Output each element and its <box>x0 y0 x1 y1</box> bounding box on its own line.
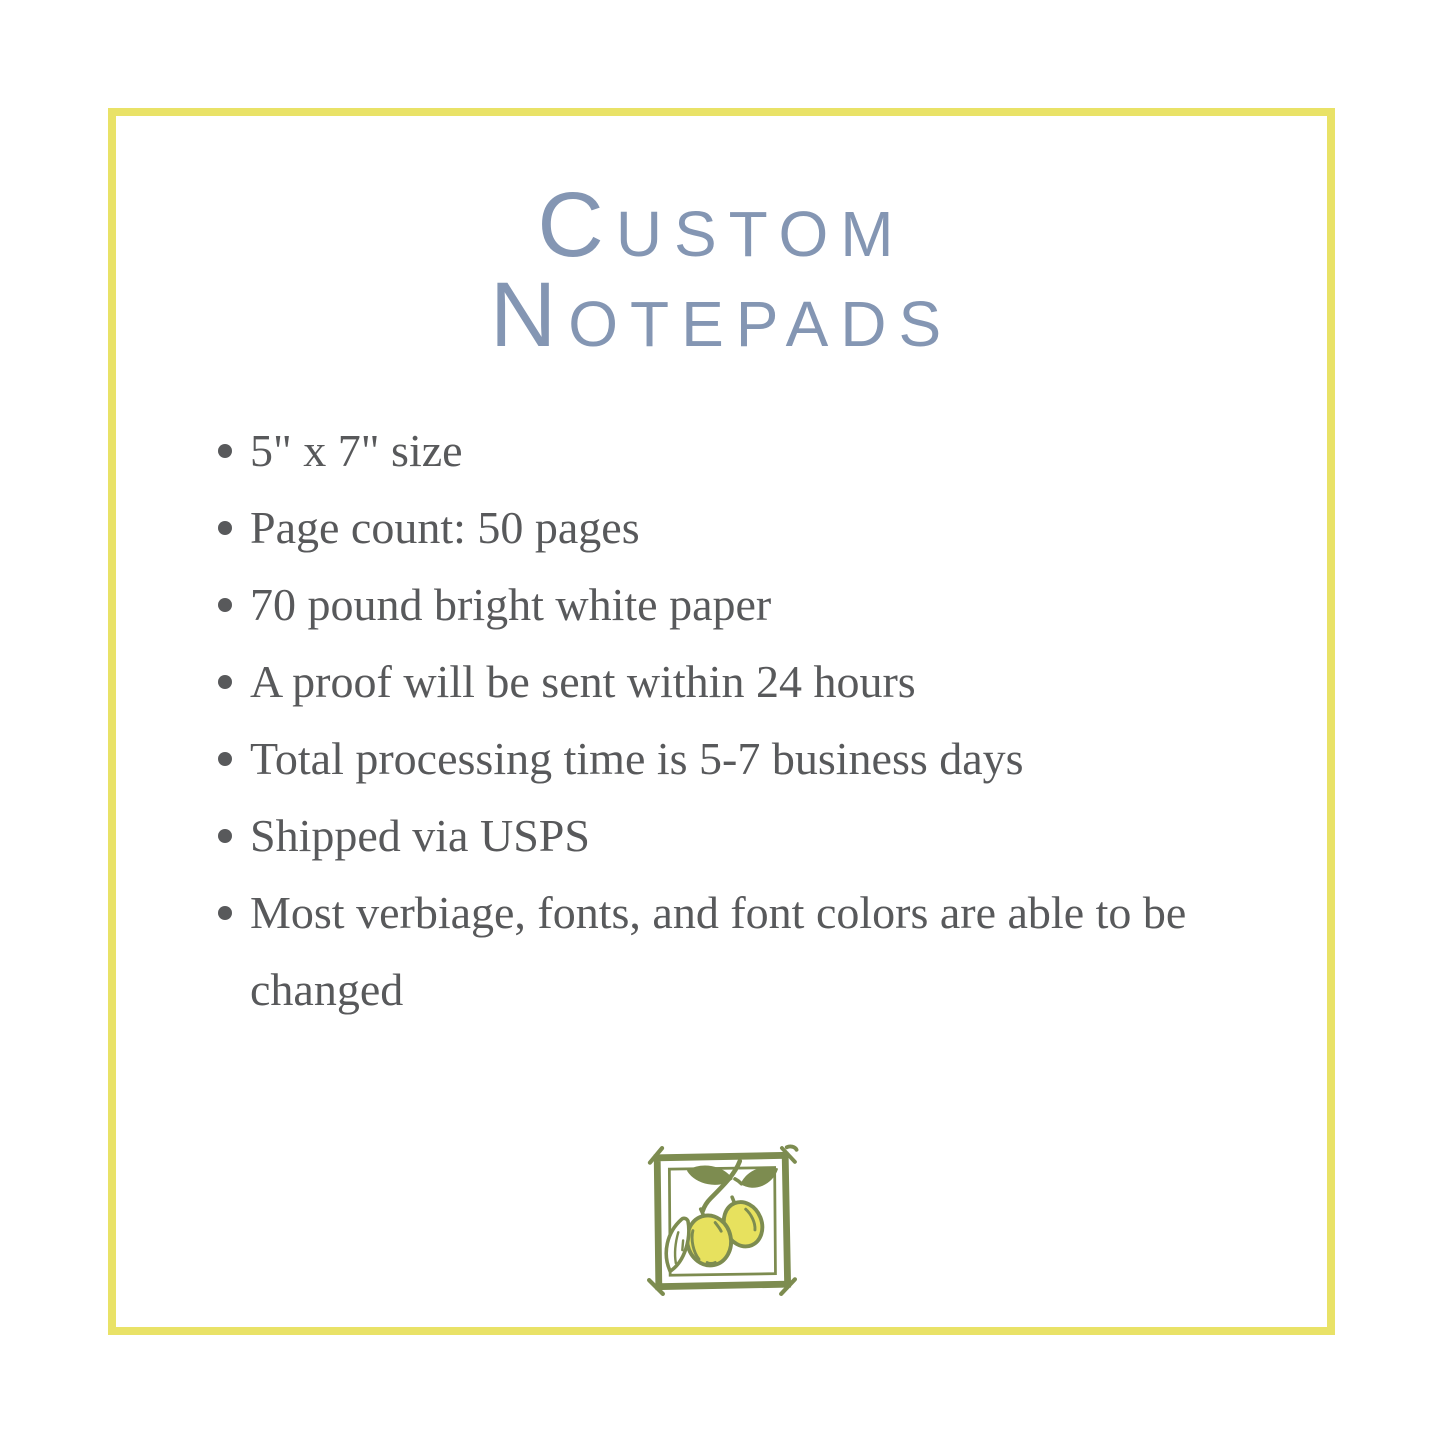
list-item-text: Most verbiage, fonts, and font colors are able to be changed <box>250 887 1187 1015</box>
list-item <box>218 643 1305 720</box>
bullet-dot-icon <box>218 444 232 458</box>
title-line-1: Custom <box>537 174 906 276</box>
list-item <box>218 489 1305 566</box>
list-item <box>218 412 1305 489</box>
list-item-text: 5" x 7" size <box>250 425 463 476</box>
bullet-dot-icon <box>218 598 232 612</box>
bullet-dot-icon <box>218 829 232 843</box>
bullet-dot-icon <box>218 752 232 766</box>
list-item-text: 70 pound bright white paper <box>250 579 772 630</box>
list-item-text: Page count: 50 pages <box>250 502 640 553</box>
bullet-dot-icon <box>218 521 232 535</box>
list-item <box>218 874 1305 1028</box>
page-title <box>116 174 1327 366</box>
title-line-2: Notepads <box>489 264 954 366</box>
bullet-dot-icon <box>218 675 232 689</box>
list-item <box>218 566 1305 643</box>
card-border <box>108 108 1335 1335</box>
bullet-dot-icon <box>218 906 232 920</box>
lemon-branch-icon <box>641 1140 803 1302</box>
list-item-text: Total processing time is 5-7 business days <box>250 733 1024 784</box>
list-item-text: Shipped via USPS <box>250 810 590 861</box>
list-item <box>218 797 1305 874</box>
list-item <box>218 720 1305 797</box>
product-details-list <box>116 412 1327 1028</box>
list-item-text: A proof will be sent within 24 hours <box>250 656 916 707</box>
lemon-logo <box>116 1140 1327 1302</box>
